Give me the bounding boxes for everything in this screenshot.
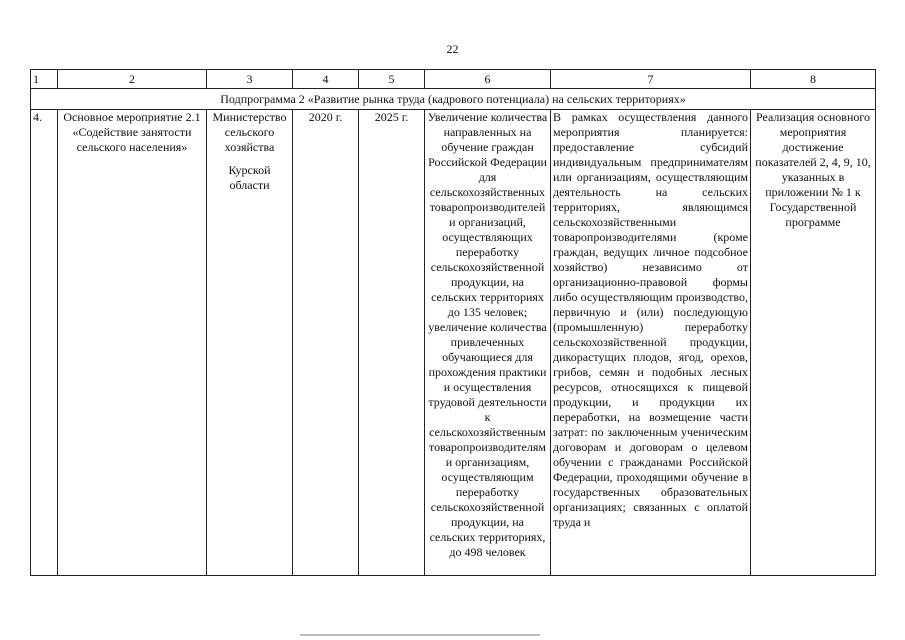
page-number: 22 (446, 42, 459, 56)
table-row (31, 110, 876, 576)
column-number-row (31, 70, 876, 89)
end-year: 2025 г. (359, 110, 425, 576)
column-number-8: 8 (751, 70, 876, 89)
column-number-6: 6 (425, 70, 551, 89)
column-number-5: 5 (359, 70, 425, 89)
subprogram-title: Подпрограмма 2 «Развитие рынка труда (кадрового потенциала) на сельских территориях» (31, 89, 876, 110)
executor-ministry: Министерство сельского хозяйства (212, 110, 287, 154)
scan-artifact-line (300, 634, 540, 636)
expected-result: Увеличение количества направленных на обучение граждан Российской Федерации для сельскохозяйственных товаропроизводителей и организаций, осуществляющих переработку сельскохозяйственной продукции, на сельских территориях до 135 человек; увеличение количества привлеченных обучающиеся для прохождения практики и осуществления трудовой деятельности к сельскохозяйственным товаропроизводителям и организациям, осуществляющим переработку сельскохозяйственной продукции, на сельских территориях, до 498 человек (425, 110, 551, 576)
row-number: 4. (31, 110, 58, 576)
event-name: Основное мероприятие 2.1 «Содействие занятости сельского населения» (58, 110, 207, 576)
column-number-4: 4 (293, 70, 359, 89)
column-number-3: 3 (207, 70, 293, 89)
event-content: В рамках осуществления данного мероприятия планируется: предоставление субсидий индивидуальным предпринимателям или организациям, осуществляющим деятельность на сельских территориях, являющимся сельскохозяйственными товаропроизводителями (кроме граждан, ведущих личное подсобное хозяйство) независимо от организационно-правовой формы либо осуществляющим производство, первичную и (или) последующую (промышленную) переработку сельскохозяйственной продукции, дикорастущих плодов, ягод, орехов, грибов, семян и подобных лесных ресурсов, относящихся к пищевой продукции, и продукции их переработки, на возмещение части затрат: по заключенным ученическим договорам и договорам о целевом обучении с гражданами Российской Федерации, проходящими обучение в государственных образовательных организациях; связанных с оплатой труда и (551, 110, 751, 576)
subprogram-row (31, 89, 876, 110)
column-number-2: 2 (58, 70, 207, 89)
start-year: 2020 г. (293, 110, 359, 576)
executor-cell (207, 110, 293, 576)
program-table (30, 69, 876, 576)
column-number-7: 7 (551, 70, 751, 89)
column-number-1: 1 (31, 70, 58, 89)
executor-region: Курской области (228, 163, 271, 192)
indicator-link: Реализация основного мероприятия достижение показателей 2, 4, 9, 10, указанных в приложении № 1 к Государственной программе (751, 110, 876, 576)
